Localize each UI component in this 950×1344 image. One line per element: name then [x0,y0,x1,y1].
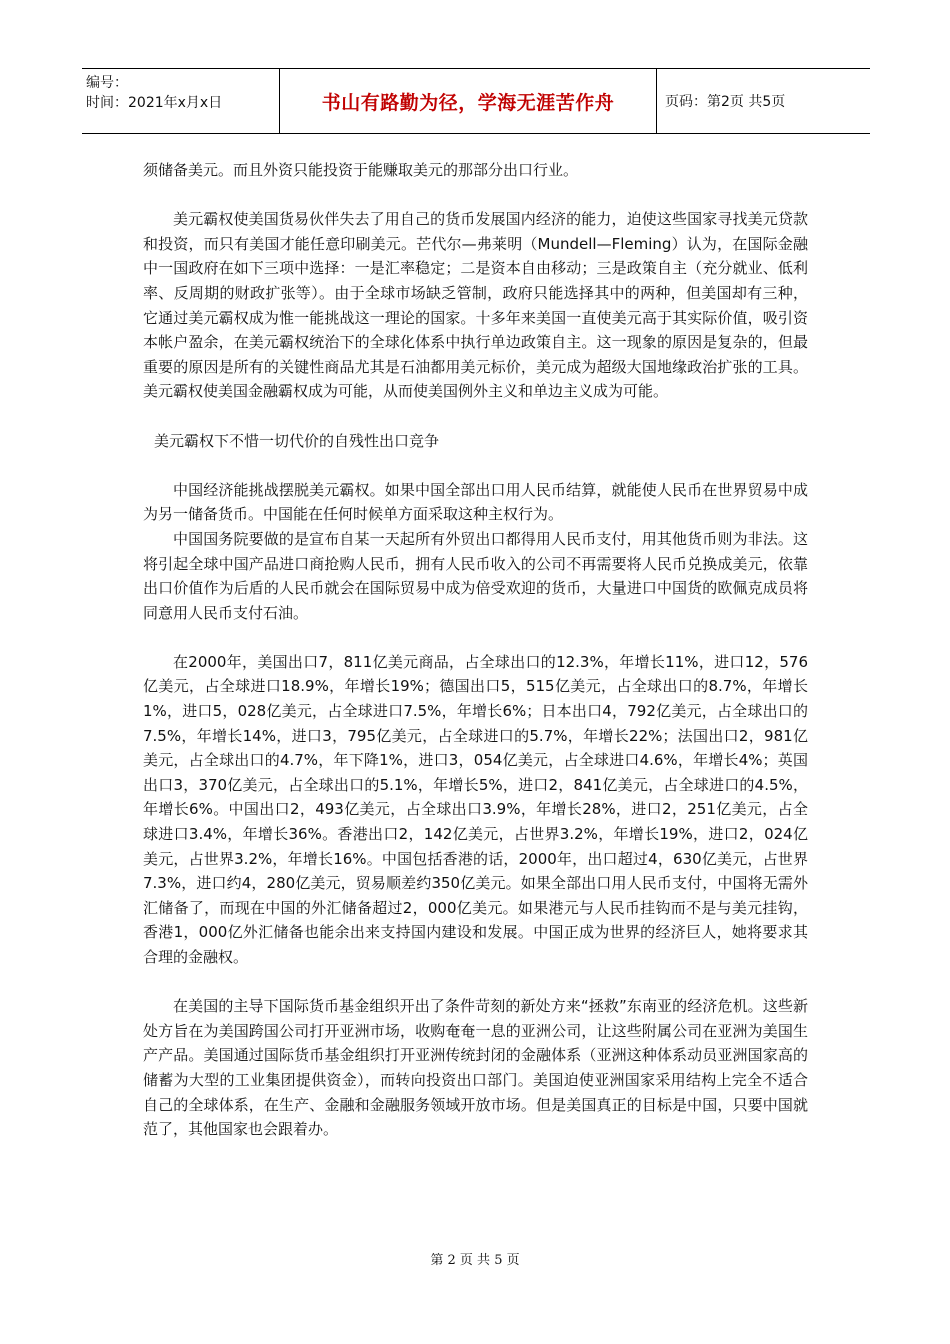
document-body [143,158,808,1142]
paragraph-dollar-hegemony: 美元霸权使美国货易伙伴失去了用自己的货币发展国内经济的能力，迫使这些国家寻找美元贷款和投资，而只有美国才能任意印刷美元。芒代尔—弗莱明（Mundell—Fleming）认为，在国际金融中一国政府在如下三项中选择：一是汇率稳定；二是资本自由移动；三是政策自主（充分就业、低利率、反周期的财政扩张等）。由于全球市场缺乏管制，政府只能选择其中的两种，但美国却有三种，它通过美元霸权成为惟一能挑战这一理论的国家。十多年来美国一直使美元高于其实际价值，吸引资本帐户盈余，在美元霸权统治下的全球化体系中执行单边政策自主。这一现象的原因是复杂的，但最重要的原因是所有的关键性商品尤其是石油都用美元标价，美元成为超级大国地缘政治扩张的工具。美元霸权使美国金融霸权成为可能，从而使美国例外主义和单边主义成为可能。 [143,210,808,401]
paragraph-imf-asia: 在美国的主导下国际货币基金组织开出了条件苛刻的新处方来“拯救”东南亚的经济危机。这些新处方旨在为美国跨国公司打开亚洲市场，收购奄奄一息的亚洲公司，让这些附属公司在亚洲为美国生产产品。美国通过国际货币基金组织打开亚洲传统封闭的金融体系（亚洲这种体系动员亚洲国家高的储蓄为大型的工业集团提供资金），而转向投资出口部门。美国迫使亚洲国家采用结构上完全不适合自己的全球体系，在生产、金融和金融服务领域开放市场。但是美国真正的目标是中国，只要中国就范了，其他国家也会跟着办。 [143,997,808,1139]
header-motto: 书山有路勤为径，学海无涯苦作舟 [280,69,657,133]
header-page-number: 页码：第2页 共5页 [665,94,786,110]
header-meta [82,69,280,133]
document-time-label: 时间：2021年x月x日 [86,95,223,111]
page-footer: 第 2 页 共 5 页 [430,1253,520,1268]
paragraph-state-council: 中国国务院要做的是宣布自某一天起所有外贸出口都得用人民币支付，用其他货币则为非法。这将引起全球中国产品进口商抢购人民币，拥有人民币收入的公司不再需要将人民币兑换成美元，依靠出口价值作为后盾的人民币就会在国际贸易中成为倍受欢迎的货币，大量进口中国货的欧佩克成员将同意用人民币支付石油。 [143,529,808,622]
document-number-label: 编号： [86,75,128,91]
page-header [82,68,870,134]
paragraph-china-challenge: 中国经济能挑战摆脱美元霸权。如果中国全部出口用人民币结算，就能使人民币在世界贸易中成为另一储备货币。中国能在任何时候单方面采取这种主权行为。 [143,480,808,524]
paragraph-continuation: 须储备美元。而且外资只能投资于能赚取美元的那部分出口行业。 [143,161,579,179]
paragraph-trade-statistics: 在2000年，美国出口7，811亿美元商品，占全球出口的12.3%，年增长11%，进口12，576亿美元，占全球进口18.9%，年增长19%；德国出口5，515亿美元，占全球出口的8.7%，年增长1%，进口5，028亿美元，占全球进口7.5%，年增长6%；日本出口4，792亿美元，占全球出口的7.5%，年增长14%，进口3，795亿美元，占全球进口的5.7%，年增长22%；法国出口2，981亿美元，占全球出口的4.7%，年下降1%，进口3，054亿美元，占全球进口4.6%，年增长4%；英国出口3，370亿美元，占全球出口的5.1%，年增长5%，进口2，841亿美元，占全球进口的4.5%，年增长6%。中国出口2，493亿美元，占全球出口3.9%，年增长28%，进口2，251亿美元，占全球进口3.4%，年增长36%。香港出口2，142亿美元，占世界3.2%，年增长19%，进口2，024亿美元，占世界3.2%，年增长16%。中国包括香港的话，2000年，出口超过4，630亿美元，占世界7.3%，进口约4，280亿美元，贸易顺差约350亿美元。如果全部出口用人民币支付，中国将无需外汇储备了，而现在中国的外汇储备超过2，000亿美元。如果港元与人民币挂钩而不是与美元挂钩，香港1，000亿外汇储备也能余出来支持国内建设和发展。中国正成为世界的经济巨人，她将要求其合理的金融权。 [143,652,808,966]
section-subtitle: 美元霸权下不惜一切代价的自残性出口竞争 [154,431,440,450]
